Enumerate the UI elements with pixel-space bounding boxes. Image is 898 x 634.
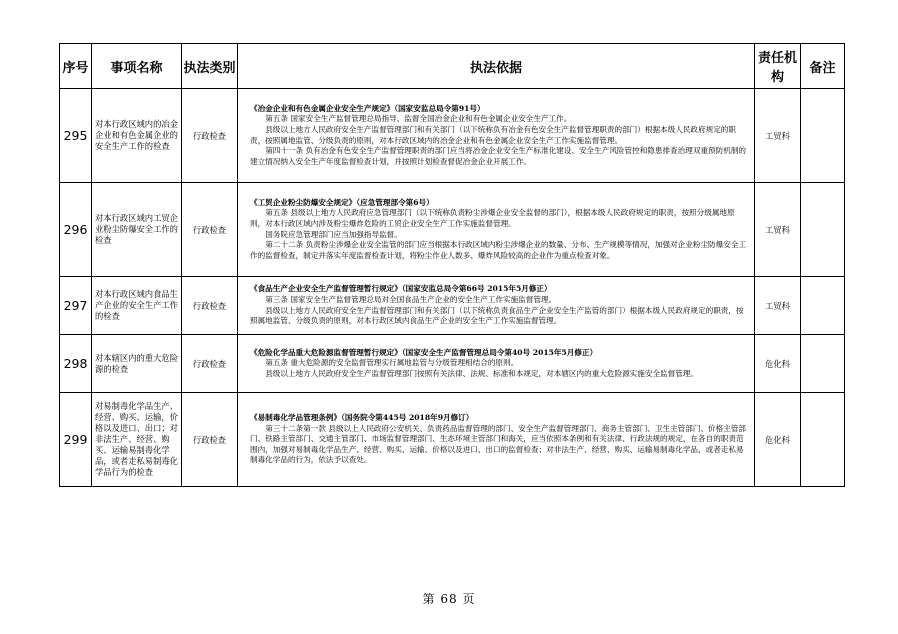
header-basis: 执法依据 — [238, 44, 755, 89]
table-row — [60, 393, 845, 487]
basis-title: 《危险化学品重大危险源监督管理暂行规定》（国家安全生产监督管理总局令第40号 2015年5月修正） — [250, 347, 598, 357]
basis-title: 《易制毒化学品管理条例》（国务院令第445号 2018年9月修订） — [250, 413, 474, 423]
basis-paragraph: 第二十二条 负责粉尘涉爆企业安全监管的部门应当根据本行政区域内粉尘涉爆企业的数量、分布、生产规模等情况，加强对企业粉尘防爆安全工作的监督检查，制定并落实年度监督检查计划，将粉尘作业人数多、爆炸风险较高的企业作为重点检查对象。 — [250, 240, 746, 260]
row-org: 危化科 — [755, 335, 801, 393]
row-item-name: 对易制毒化学品生产、经营、购买、运输，价格以及进口、出口；对非法生产、经营、购买、运输易制毒化学品，或者走私易制毒化学品行为的检查 — [92, 393, 182, 487]
row-item-name: 对本行政区域内的冶金企业和有色金属企业的安全生产工作的检查 — [92, 89, 182, 183]
row-note — [801, 393, 845, 487]
row-category: 行政检查 — [182, 393, 238, 487]
row-org: 危化科 — [755, 393, 801, 487]
table-header-row — [60, 44, 845, 89]
basis-title: 《工贸企业粉尘防爆安全规定》（应急管理部令第6号） — [250, 197, 434, 207]
basis-paragraph: 县级以上地方人民政府安全生产监督管理部门和有关部门（以下统称负责食品生产企业安全生产监管的部门）根据本级人民政府规定的职责，按照属地监管、分级负责的原则，对本行政区域内食品生产企业的安全生产工作实施监督管理。 — [250, 305, 744, 326]
row-basis — [238, 335, 755, 393]
page-number: 第 68 页 — [422, 592, 476, 606]
basis-paragraph: 第三十二条第一款 县级以上人民政府公安机关、负责药品监督管理的部门、安全生产监督管理部门、商务主管部门、卫生主管部门、价格主管部门、铁路主管部门、交通主管部门、市场监督管理部门、生态环境主管部门和海关，应当依照本条例和有关法律、行政法规的规定，在各自的职责范围内，加强对易制毒化学品生产、经营、购买、运输、价格以及进口、出口的监督检查；对非法生产、经营、购买、运输易制毒化学品，或者走私易制毒化学品的行为，依法予以查处。 — [250, 423, 746, 465]
basis-paragraph: 国务院应急管理部门应当加强指导监督。 — [265, 229, 402, 239]
row-basis — [238, 89, 755, 183]
basis-paragraph: 第三条 国家安全生产监督管理总局对全国食品生产企业的安全生产工作实施监督管理。 — [265, 294, 557, 304]
row-org: 工贸科 — [755, 183, 801, 277]
enforcement-table — [59, 43, 845, 487]
basis-paragraph: 县级以上地方人民政府安全生产监督管理部门按照有关法律、法规、标准和本规定，对本辖区内的重大危险源实施安全监督管理。 — [265, 368, 699, 378]
row-category: 行政检查 — [182, 183, 238, 277]
row-item-name: 对本行政区域内工贸企业粉尘防爆安全工作的检查 — [92, 183, 182, 277]
row-item-name: 对本辖区内的重大危险源的检查 — [92, 335, 182, 393]
header-category: 执法类别 — [182, 44, 238, 89]
basis-paragraph: 第四十一条 负有冶金有色安全生产监督管理职责的部门应当将冶金企业安全生产标准化建设、安全生产风险管控和隐患排查治理双重预防机制的建立情况纳入安全生产年度监督检查计划，并按照计划检查督促冶金企业开展工作。 — [250, 146, 746, 166]
table-row — [60, 89, 845, 183]
table-row — [60, 277, 845, 335]
row-seq: 297 — [60, 277, 92, 335]
header-item-name: 事项名称 — [92, 44, 182, 89]
row-item-name: 对本行政区域内食品生产企业的安全生产工作的检查 — [92, 277, 182, 335]
basis-paragraph: 第五条 重大危险源的安全监督管理实行属地监管与分级管理相结合的原则。 — [265, 358, 519, 368]
row-basis — [238, 277, 755, 335]
header-org: 责任机构 — [755, 44, 801, 89]
basis-paragraph: 县级以上地方人民政府安全生产监督管理部门和有关部门（以下统称负有冶金有色安全生产监督管理职责的部门）根据本级人民政府规定的职责，按照属地监管、分级负责的原则，对本行政区域内的冶金企业和有色金属企业安全生产工作实施监督管理。 — [250, 124, 736, 145]
row-basis — [238, 393, 755, 487]
table-row — [60, 335, 845, 393]
enforcement-table-container — [59, 43, 844, 487]
row-org: 工贸科 — [755, 277, 801, 335]
row-seq: 299 — [60, 393, 92, 487]
basis-paragraph: 第五条 县级以上地方人民政府应急管理部门（以下统称负责粉尘涉爆企业安全监督的部门），根据本级人民政府规定的职责，按照分级属地原则，对本行政区域内涉及粉尘爆炸危险的工贸企业安全生产工作实施监督管理。 — [250, 208, 735, 228]
row-seq: 295 — [60, 89, 92, 183]
row-basis — [238, 183, 755, 277]
row-category: 行政检查 — [182, 277, 238, 335]
basis-title: 《冶金企业和有色金属企业安全生产规定》（国家安监总局令第91号） — [250, 103, 485, 113]
row-note — [801, 335, 845, 393]
row-org: 工贸科 — [755, 89, 801, 183]
row-note — [801, 183, 845, 277]
header-note: 备注 — [801, 44, 845, 89]
row-seq: 298 — [60, 335, 92, 393]
basis-paragraph: 第五条 国家安全生产监督管理总局指导、监督全国冶金企业和有色金属企业安全生产工作。 — [265, 114, 572, 124]
row-category: 行政检查 — [182, 89, 238, 183]
row-seq: 296 — [60, 183, 92, 277]
row-note — [801, 277, 845, 335]
row-category: 行政检查 — [182, 335, 238, 393]
basis-title: 《食品生产企业安全生产监督管理暂行规定》（国家安监总局令第66号 2015年5月修正） — [250, 284, 552, 294]
header-seq: 序号 — [60, 44, 92, 89]
row-note — [801, 89, 845, 183]
table-row — [60, 183, 845, 277]
